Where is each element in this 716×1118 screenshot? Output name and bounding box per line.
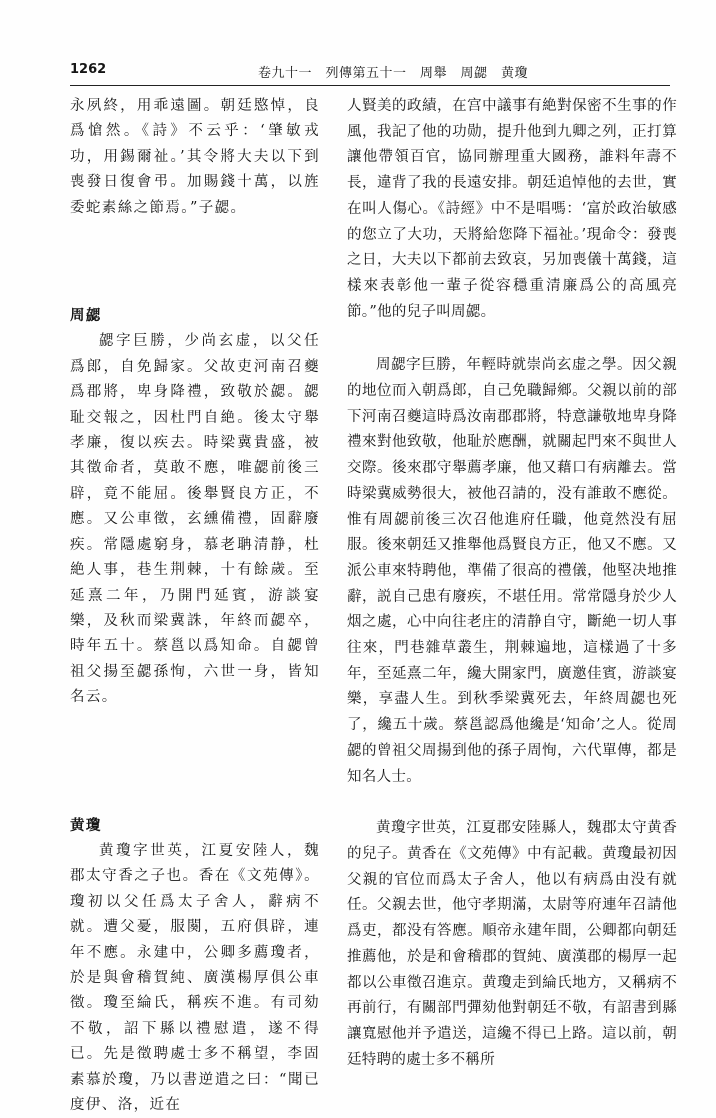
section-title-zhou-xie: 周勰 [70, 308, 102, 325]
left-huang-qiong-paragraph: 黄瓊字世英，江夏安陸人，魏郡太守香之子也。香在《文苑傳》。瓊初以父任爲太子舍人，辭病不就。遭父憂，服闋，五府俱辟，連年不應。永建中，公卿多薦瓊者，於是與會稽賀純、廣漢楊厚俱公車徵。瓊至綸氏，稱疾不進。有司劾不敬，詔下縣以禮慰遣，遂不得已。先是徵聘處士多不稱望，李固素慕於瓊，乃以書逆遣之曰：“聞已度伊、洛，近在 [70, 842, 320, 1113]
right-huang-qiong-paragraph: 黄瓊字世英，江夏郡安陸縣人，魏郡太守黄香的兒子。黄香在《文苑傳》中有記載。黄瓊最初因父親的官位而爲太子舍人，他以有病爲由没有就任。父親去世，他守孝期滿，太尉等府連年召請他爲吏，都没有答應。順帝永建年間，公卿都向朝廷推薦他，於是和會稽郡的賀純、廣漢郡的楊厚一起都以公車徵召進京。黄瓊走到綸氏地方，又稱病不再前行，有關部門彈劾他對朝廷不敬，有詔書到縣讓寬慰他并予遣送，這纔不得已上路。這以前，朝廷特聘的處士多不稱所 [347, 820, 677, 1068]
right-zhou-xie-paragraph: 周勰字巨勝，年輕時就崇尚玄虚之學。因父親的地位而入朝爲郎，自己免職歸鄉。父親以前的部下河南召夔這時爲汝南郡郡將，特意謙敬地卑身降禮來對他致敬，他耻於應酬，就關起門來不與世人交際。後來郡守舉薦孝廉，他又藉口有病離去。當時梁冀威勢很大，被他召請的，没有誰敢不應從。惟有周勰前後三次召他進府任職，他竟然没有屈服。後來朝廷又推舉他爲賢良方正，他又不應。又派公車來特聘他，準備了很高的禮儀，他堅决地推辭，説自己患有廢疾，不堪任用。常常隱身於少人烟之處，心中向往老庄的清静自守，斷絶一切人事往來，門巷雜草叢生，荆棘遍地，這樣過了十多年，至延熹二年，纔大開家門，廣邀佳賓，游談宴樂，享盡人生。到秋季梁冀死去，年終周勰也死了，纔五十歲。蔡邕認爲他纔是‘知命’之人。從周勰的曾祖父周揚到他的孫子周恂，六代單傳，都是知名人士。 [347, 357, 677, 785]
translation-column [347, 94, 677, 1073]
left-top-paragraph: 永夙終，用乖遠圖。朝廷愍悼，良爲愴然。《詩》不云乎：‘肇敏戎功，用錫爾祉。’其令將大夫以下到喪發日復會弔。加賜錢十萬，以旌委蛇素絲之節焉。”子勰。 [70, 98, 320, 216]
page-number: 1262 [70, 62, 107, 77]
left-zhou-xie-paragraph: 勰字巨勝，少尚玄虚，以父任爲郎，自免歸家。父故吏河南召夔爲郡將，卑身降禮，致敬於勰。勰耻交報之，因杜門自絶。後太守舉孝廉，復以疾去。時梁冀貴盛，被其徵命者，莫敢不應，唯勰前後三辟，竟不能屈。後舉賢良方正，不應。又公車徵，玄纁備禮，固辭廢疾。常隱處窮身，慕老聃清静，杜絶人事，巷生荆棘，十有餘歲。至延熹二年，乃開門延賓，游談宴樂，及秋而梁冀誅，年終而勰卒，時年五十。蔡邕以爲知命。自勰曾祖父揚至勰孫恂，六世一身，皆知名云。 [70, 333, 320, 706]
classical-text-column [70, 94, 320, 1118]
page-header [70, 60, 670, 82]
running-head: 卷九十一 列傳第五十一 周舉 周勰 黄瓊 [258, 66, 529, 81]
header-rule [70, 85, 670, 86]
right-top-paragraph: 人賢美的政績，在宫中議事有絶對保密不生事的作風，我記了他的功勋，提升他到九卿之列，正打算讓他帶領百官，協同辦理重大國務，誰料年壽不長，違背了我的長遠安排。朝廷追悼他的去世，實在叫人傷心。《詩經》中不是唱嗎：‘富於政治敏感的您立了大功，天將給您降下福祉。’現命令：發喪之日，大夫以下都前去致哀，另加喪儀十萬錢，這樣來表彰他一輩子從容穩重清廉爲公的高風亮節。”他的兒子叫周勰。 [347, 98, 677, 320]
section-title-huang-qiong: 黄瓊 [70, 817, 102, 834]
